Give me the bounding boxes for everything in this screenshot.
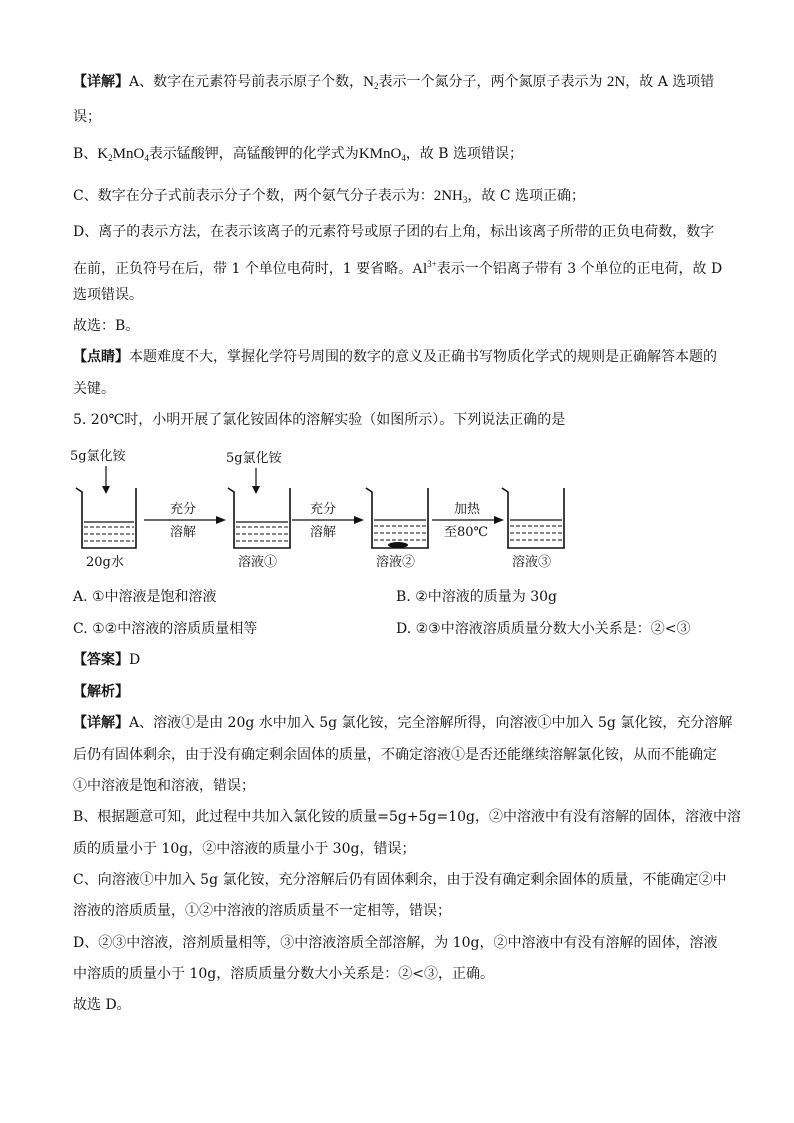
svg-text:充分: 充分	[310, 502, 337, 517]
arrow-1	[144, 501, 226, 540]
svg-text:充分: 充分	[170, 502, 197, 517]
arrow-3	[432, 501, 504, 540]
experiment-diagram	[70, 440, 710, 575]
detail-line-d2: 在前，正负符号在后，带 1 个单位电荷时，1 要省略。$Al^{3+}$表示一个铝离子带有 3 个单位的正电荷，故 D	[73, 259, 723, 277]
option-b: B. ②中溶液的质量为 30g	[396, 589, 557, 605]
formula-n2: $N_2$	[363, 74, 379, 91]
q5-detail-3: ①中溶液是饱和溶液，错误；	[73, 778, 255, 794]
q5-detail-5: 质的质量小于 10g，②中溶液的质量小于 30g，错误；	[73, 841, 416, 857]
answer-line	[73, 650, 140, 670]
svg-text:加热: 加热	[454, 502, 481, 517]
svg-text:溶解: 溶解	[310, 525, 337, 540]
answer-value: D	[129, 652, 141, 668]
answer-tag: 【答案】	[73, 652, 129, 668]
formula-2nh3: $2NH_3$	[433, 188, 468, 205]
svg-text:溶解: 溶解	[170, 525, 197, 540]
q5-detail-9: 中溶质的质量小于 10g，溶质质量分数大小关系是：②<③，正确。	[73, 966, 494, 982]
formula-k2mno4: $K_2MnO_4$	[97, 146, 149, 163]
question-stem: 5. 20℃时，小明开展了氯化铵固体的溶解实验（如图所示）。下列说法正确的是	[73, 412, 566, 428]
tip-tag: 【点睛】	[73, 349, 129, 365]
analysis-tag: 【解析】	[73, 684, 129, 700]
beaker-label-2: 溶液②	[376, 555, 416, 570]
q5-detail-4: B、根据题意可知，此过程中共加入氯化铵的质量=5g+5g=10g，②中溶液中有没有溶解的固体，溶液中溶	[73, 809, 741, 825]
q5-detail-8: D、②③中溶液，溶剂质量相等，③中溶液溶质全部溶解，为 10g，②中溶液中有没有溶解的固体，溶液	[73, 935, 718, 951]
water-label: 20g水	[86, 555, 124, 570]
choice-line: 故选：B。	[73, 318, 140, 334]
add-label-1: 5g氯化铵	[70, 449, 126, 464]
undissolved-solid	[388, 542, 408, 548]
option-d: D. ②③中溶液溶质质量分数大小关系是：②<③	[396, 621, 691, 637]
beaker-label-1: 溶液①	[238, 555, 278, 570]
beaker-2	[226, 451, 290, 570]
add-label-2: 5g氯化铵	[226, 451, 282, 466]
q5-detail-2: 后仍有固体剩余，由于没有确定剩余固体的质量，不确定溶液①是否还能继续溶解氯化铵，从而不能确定	[73, 747, 717, 763]
detail-line-c: C、数字在分子式前表示分子个数，两个氨气分子表示为：$2NH_3$，故 C 选项正确；	[73, 188, 586, 205]
detail-line-1: 【详解】A、数字在元素符号前表示原子个数，$N_2$表示一个氮分子，两个氮原子表示为 2N，故 A 选项错	[73, 74, 715, 91]
tip-line: 【点睛】本题难度不大，掌握化学符号周围的数字的意义及正确书写物质化学式的规则是正确解答本题的	[73, 349, 717, 365]
q5-detail-1: 【详解】A、溶液①是由 20g 水中加入 5g 氯化铵，完全溶解所得，向溶液①中加入 5g 氯化铵，充分溶解	[73, 715, 733, 731]
formula-kmno4: KMnO$_4$	[358, 146, 406, 163]
detail-tag: 【详解】	[73, 74, 129, 90]
beaker-3	[366, 488, 428, 570]
formula-al3: $Al^{3+}$	[412, 259, 437, 277]
beaker-label-3: 溶液③	[512, 555, 552, 570]
option-c: C. ①②中溶液的溶质质量相等	[73, 621, 258, 637]
beaker-4	[502, 488, 564, 570]
formula-2n: 2N	[606, 74, 626, 90]
q5-detail-7: 溶液的溶质质量，①②中溶液的溶质质量不一定相等，错误；	[73, 903, 451, 919]
detail-line-b: B、$K_2MnO_4$表示锰酸钾，高锰酸钾的化学式为KMnO$_4$，故 B 选项错误；	[73, 146, 524, 163]
beaker-1	[70, 449, 136, 570]
detail-line-d: D、离子的表示方法，在表示该离子的元素符号或原子团的右上角，标出该离子所带的正负电荷数，数字	[73, 224, 715, 240]
arrow-2	[292, 501, 364, 540]
detail-line-2: 误；	[73, 109, 101, 125]
q5-detail-10: 故选 D。	[73, 997, 131, 1013]
option-a: A. ①中溶液是饱和溶液	[73, 589, 217, 605]
tip-line-2: 关键。	[73, 381, 115, 397]
detail-line-d3: 选项错误。	[73, 287, 143, 303]
svg-text:至80℃: 至80℃	[444, 525, 489, 540]
q5-detail-6: C、向溶液①中加入 5g 氯化铵，充分溶解后仍有固体剩余，由于没有确定剩余固体的质量，不能确定②中	[73, 872, 727, 888]
